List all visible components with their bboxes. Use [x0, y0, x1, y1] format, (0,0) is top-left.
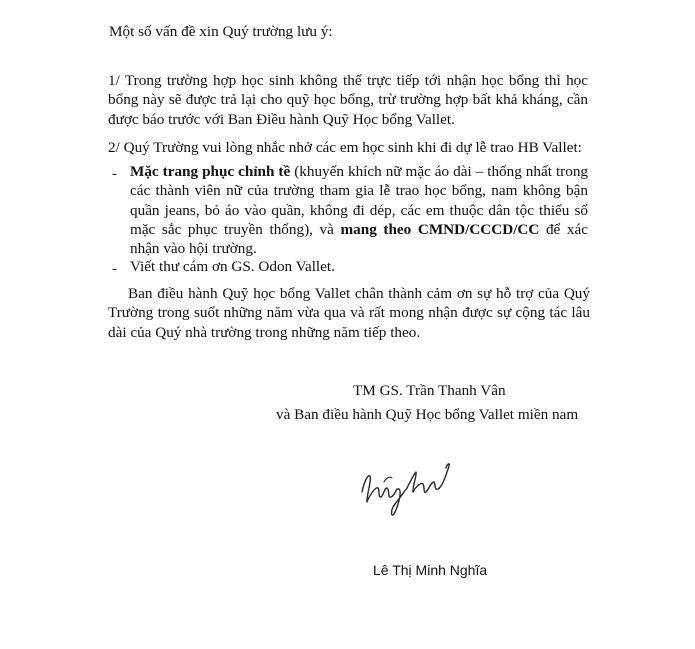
bullet-1-bold-dress: Mặc trang phục chỉnh tề [130, 163, 291, 180]
bullet-1-text-2: để xác nhận vào hội trường. [130, 220, 588, 258]
bullet-1-paragraph [130, 162, 588, 258]
intro-text: Một số vấn đề xin Quý trường lưu ý: [109, 23, 333, 40]
signer-name: Lê Thị Minh Nghĩa [373, 562, 488, 578]
bullet-marker-2: - [112, 260, 118, 277]
signature-line-1: TM GS. Trần Thanh Vân [353, 382, 506, 399]
bullet-2-text: Viết thư cám ơn GS. Odon Vallet. [130, 258, 335, 275]
closing-paragraph: Ban điều hành Quỹ học bổng Vallet chân thành cảm ơn sự hỗ trợ của Quý Trường trong suốt những năm vừa qua và rất mong nhận được sự cộng tác lâu dài của Quý nhà trường trong những năm tiếp theo. [108, 285, 590, 341]
bullet-marker-1: - [112, 165, 118, 182]
signature-line-2: và Ban điều hành Quỹ Học bổng Vallet miền nam [276, 406, 579, 423]
bullet-1-text-1: (khuyến khích nữ mặc áo dài – thống nhất trong các thành viên nữ của trường tham gia lễ trao học bổng, nam không bận quần jeans, bỏ áo vào quần, không đi dép, các em thuộc dân tộc thiểu số mặc sắc phục truyền thống), và [130, 163, 589, 238]
item-1-paragraph: 1/ Trong trường hợp học sinh không thể trực tiếp tới nhận học bổng thì học bổng này sẽ được trả lại cho quỹ học bổng, trừ trường hợp bất khả kháng, cần được báo trước với Ban Điều hành Quỹ Học bổng Vallet. [108, 72, 588, 128]
handwritten-signature [354, 452, 464, 522]
bullet-1-bold-id: mang theo CMND/CCCD/CC [340, 220, 540, 238]
item-2-text: 2/ Quý Trường vui lòng nhắc nhở các em học sinh khi đi dự lễ trao HB Vallet: [108, 139, 582, 156]
